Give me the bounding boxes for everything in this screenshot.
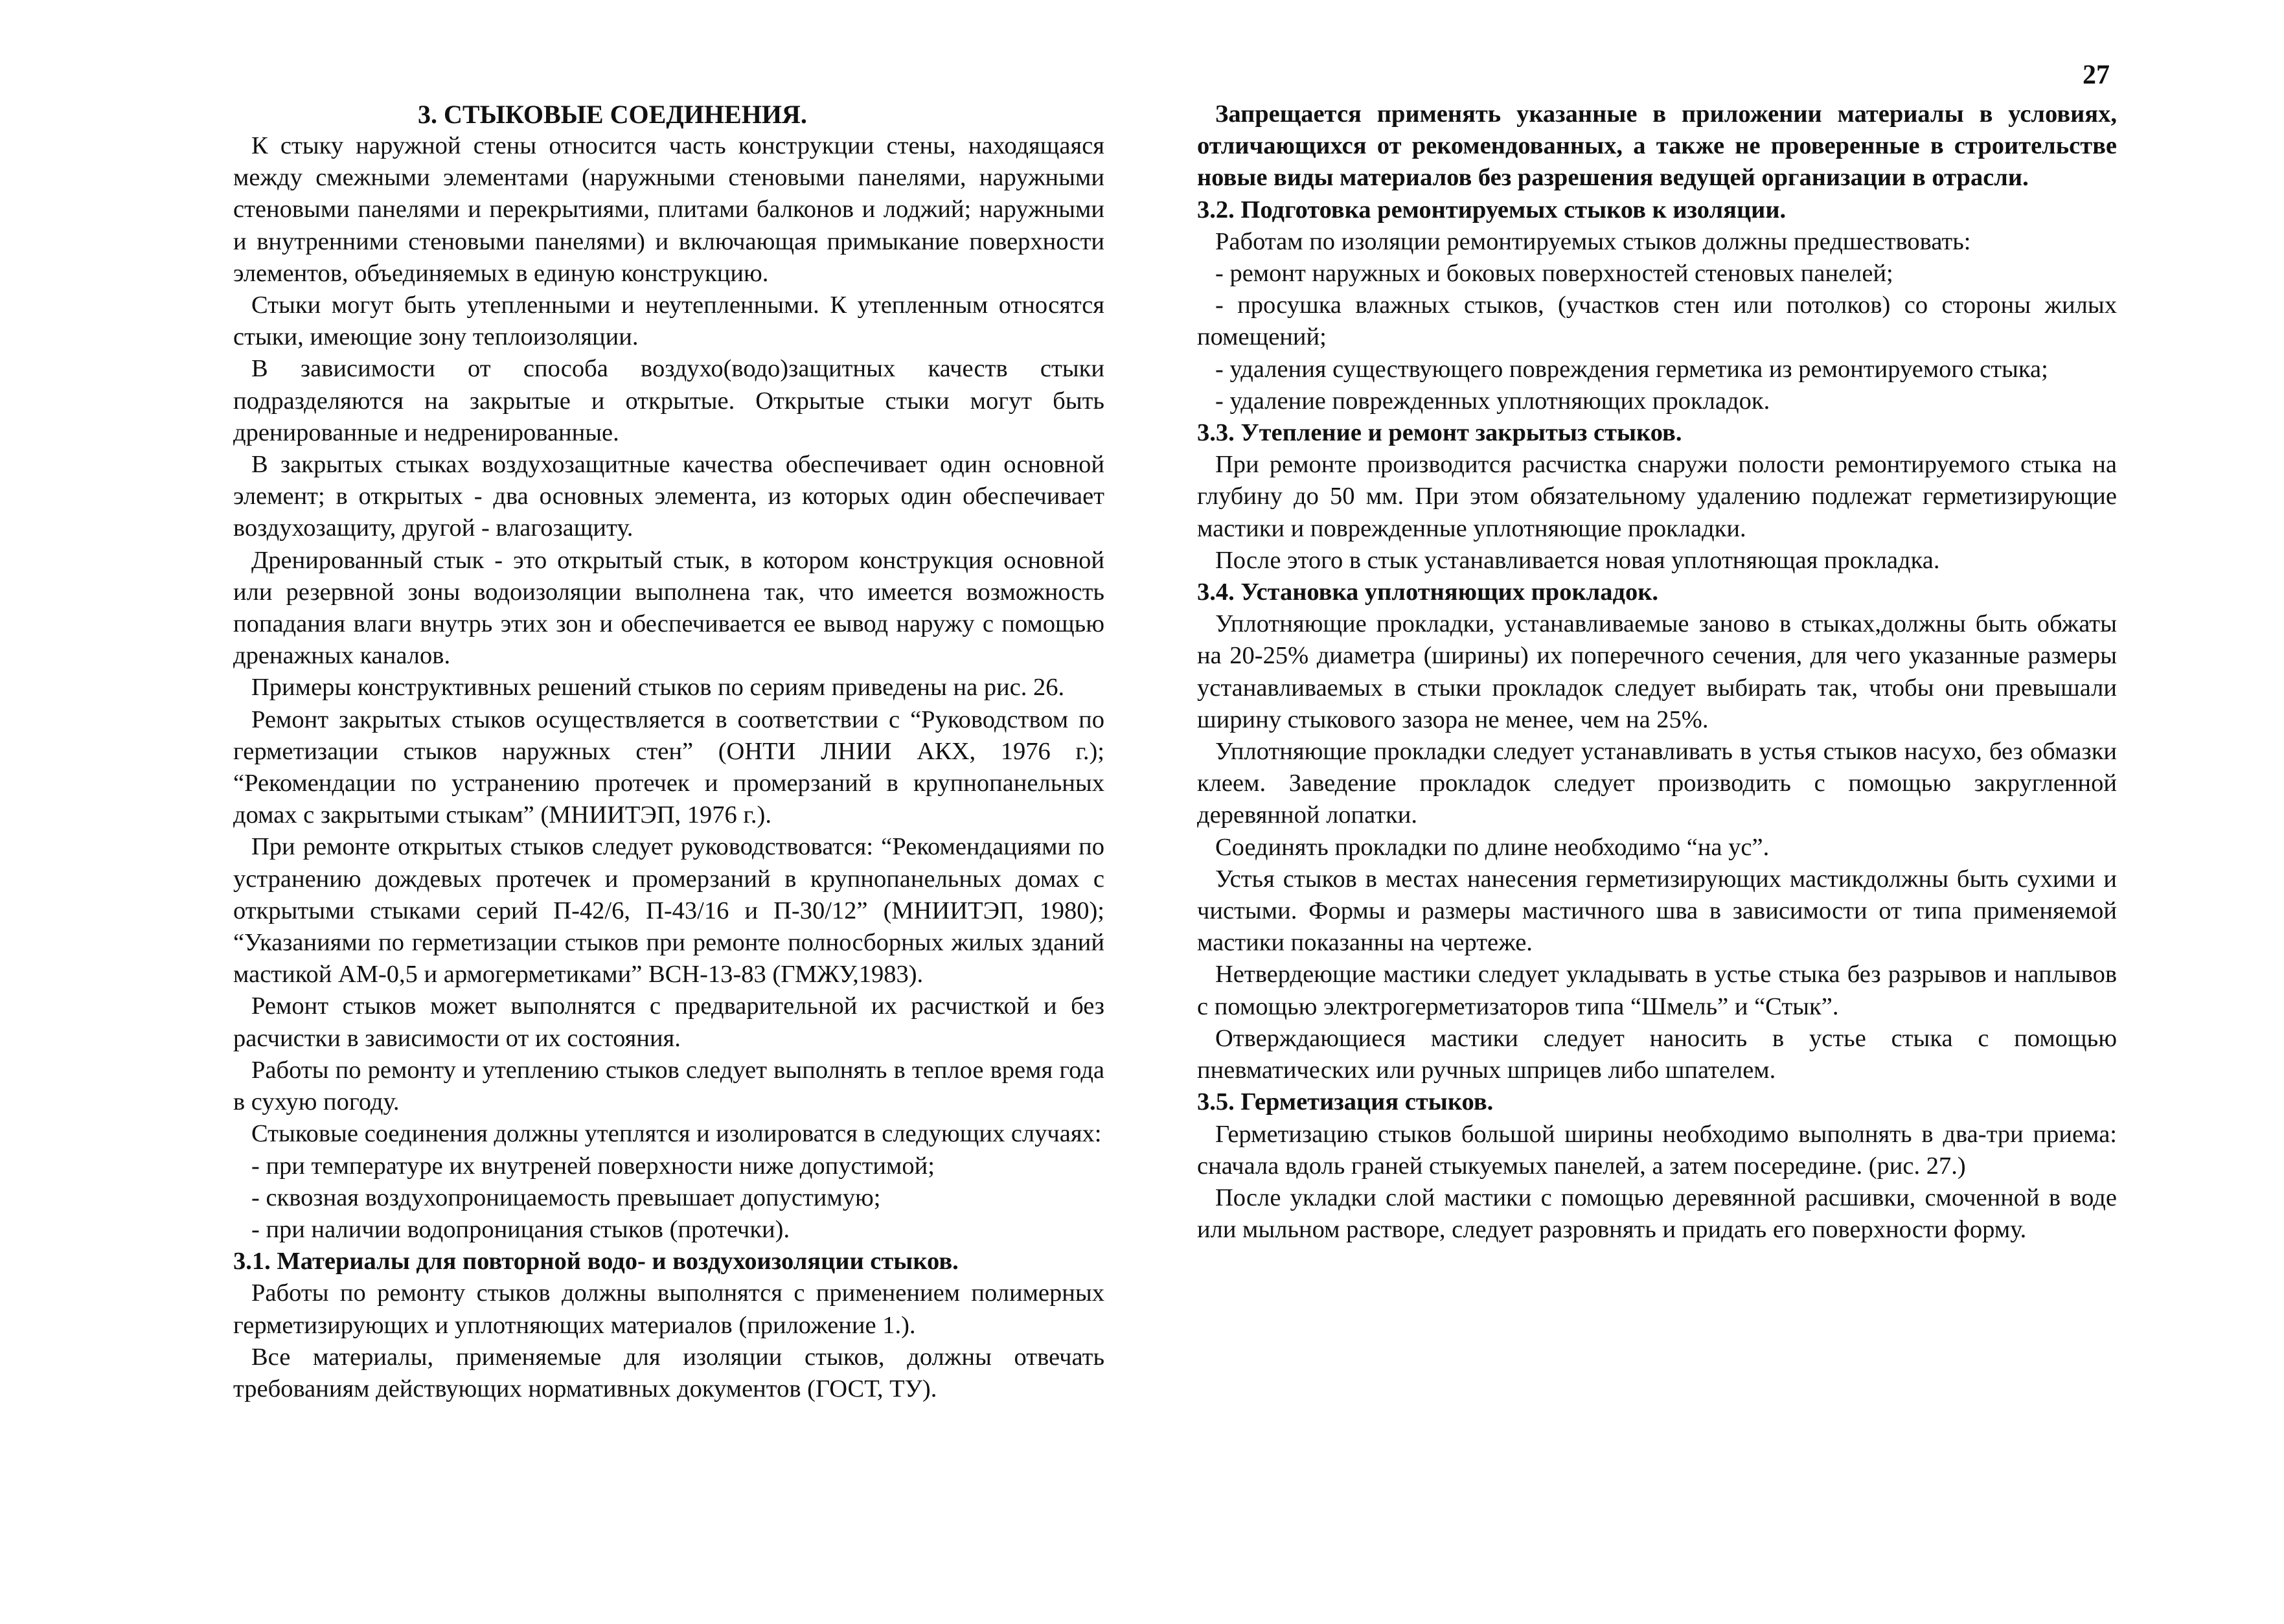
- subheading-3-4: 3.4. Установка уплотняющих прокладок.: [1197, 578, 1659, 606]
- list-item: - при наличии водопроницания стыков (протечки).: [251, 1215, 790, 1243]
- paragraph-closed-repair: Ремонт закрытых стыков осуществляется в соответствии с “Руководством по герметизации стыков наружных стен” (ОНТИ ЛНИИ АКХ, 1976 г.); “Рекомендации по устранению протечек и промерзаний в крупнопанельных домах с закрытыми стыкам” (МНИИТЭП, 1976 г.).: [233, 705, 1104, 829]
- subheading-3-2: 3.2. Подготовка ремонтируемых стыков к изоляции.: [1197, 196, 1787, 223]
- paragraph-insulated-joints: Стыки могут быть утепленными и неутепленными. К утепленным относятся стыки, имеющие зону теплоизоляции.: [233, 292, 1104, 351]
- paragraph-season: Работы по ремонту и утеплению стыков следует выполнять в теплое время года в сухую погоду.: [233, 1056, 1104, 1116]
- paragraph-cleaning: Ремонт стыков может выполнятся с предварительной их расчисткой и без расчистки в зависимости от их состояния.: [233, 992, 1104, 1052]
- paragraph-sealing-wide: Герметизацию стыков большой ширины необходимо выполнять в два-три приема: сначала вдоль граней стыкуемых панелей, а затем посередине. (рис. 27.): [1197, 1120, 2117, 1180]
- paragraph-joint-types: В зависимости от способа воздухо(водо)защитных качеств стыки подразделяются на закрытые и открытые. Открытые стыки могут быть дренированные и недренированные.: [233, 355, 1104, 446]
- paragraph-joint-definition: К стыку наружной стены относится часть конструкции стены, находящаяся между смежными элементами (наружными стеновыми панелями, наружными стеновыми панелями и перекрытиями, плитами балконов и лоджий; наружными и внутренними стеновыми панелями) и включающая примыкание поверхности элементов, объединяемых в единую конструкцию.: [233, 132, 1104, 287]
- paragraph-new-gasket: После этого в стык устанавливается новая уплотняющая прокладка.: [1215, 546, 1940, 574]
- paragraph-smoothing: После укладки слой мастики с помощью деревянной расшивки, смоченной в воде или мыльном растворе, следует разровнять и придать его поверхности форму.: [1197, 1184, 2117, 1244]
- paragraph-curing-mastic: Отверждающиеся мастики следует наносить в устье стыка с помощью пневматических или ручных шприцев либо шпателем.: [1197, 1024, 2117, 1084]
- paragraph-prohibition: Запрещается применять указанные в приложении материалы в условиях, отличающихся от рекомендованных, а также не проверенные в строительстве новые виды материалов без разрешения ведущей организации в отрасли.: [1197, 100, 2117, 192]
- paragraph-gasket-compression: Уплотняющие прокладки, устанавливаемые заново в стыках,должны быть обжаты на 20-25% диаметра (ширины) их поперечного сечения, для чего указанные размеры устанавливаемых в стыки прокладок следует выбирать так, чтобы они превышали ширину стыкового зазора не менее, чем на 25%.: [1197, 610, 2117, 733]
- paragraph-polymer-materials: Работы по ремонту стыков должны выполнятся с применением полимерных герметизирующих и уплотняющих материалов (приложение 1.).: [233, 1279, 1104, 1339]
- paragraph-material-standards: Все материалы, применяемые для изоляции стыков, должны отвечать требованиям действующих нормативных документов (ГОСТ, ТУ).: [233, 1343, 1104, 1402]
- list-item: - удаления существующего повреждения герметика из ремонтируемого стыка;: [1215, 355, 2048, 383]
- list-item: - удаление поврежденных уплотняющих прокладок.: [1215, 387, 1770, 415]
- paragraph-joint-mouths: Устья стыков в местах нанесения герметизирующих мастикдолжны быть сухими и чистыми. Формы и размеры мастичного шва в зависимости от типа применяемой мастики показанны на чертеже.: [1197, 865, 2117, 957]
- paragraph-drained-joint: Дренированный стык - это открытый стык, в котором конструкция основной или резервной зоны водоизоляции выполнена так, что имеется возможность попадания влаги внутрь этих зон и обеспечивается ее вывод наружу с помощью дренажных каналов.: [233, 546, 1104, 670]
- paragraph-preceding-works: Работам по изоляции ремонтируемых стыков должны предшествовать:: [1215, 227, 1971, 255]
- subheading-3-5: 3.5. Герметизация стыков.: [1197, 1088, 1494, 1116]
- paragraph-closed-joints: В закрытых стыках воздухозащитные качества обеспечивает один основной элемент; в открытых - два основных элемента, из которых один обеспечивает воздухозащиту, другой - влагозащиту.: [233, 451, 1104, 542]
- paragraph-gasket-install: Уплотняющие прокладки следует устанавливать в устья стыков насухо, без обмазки клеем. Заведение прокладок следует производить с помощью закругленной деревянной лопатки.: [1197, 738, 2117, 829]
- list-item: - при температуре их внутреней поверхности ниже допустимой;: [251, 1152, 935, 1180]
- paragraph-examples: Примеры конструктивных решений стыков по сериям приведены на рис. 26.: [251, 674, 1065, 702]
- paragraph-cleaning-cavity: При ремонте производится расчистка снаружи полости ремонтируемого стыка на глубину до 50 мм. При этом обязательному удалению подлежат герметизирующие мастики и поврежденные уплотняющие прокладки.: [1197, 451, 2117, 542]
- left-column: [233, 98, 1104, 1405]
- right-column: [1197, 98, 2117, 1246]
- list-item: - ремонт наружных и боковых поверхностей стеновых панелей;: [1215, 260, 1893, 288]
- subheading-3-1: 3.1. Материалы для повторной водо- и воздухоизоляции стыков.: [233, 1248, 959, 1275]
- section-title: 3. СТЫКОВЫЕ СОЕДИНЕНИЯ.: [418, 100, 807, 129]
- paragraph-open-repair: При ремонте открытых стыков следует руководствоватся: “Рекомендациями по устранению дождевых протечек и промерзаний в крупнопанельных домах с открытыми стыками серий П-42/6, П-43/16 и П-30/12” (МНИИТЭП, 1980); “Указаниями по герметизации стыков при ремонте полносборных жилых зданий мастикой АМ-0,5 и армогерметиками” ВСН-13-83 (ГМЖУ,1983).: [233, 833, 1104, 989]
- paragraph-non-curing-mastic: Нетвердеющие мастики следует укладывать в устье стыка без разрывов и наплывов с помощью электрогерметизаторов типа “Шмель” и “Стык”.: [1197, 961, 2117, 1020]
- list-item: - сквозная воздухопроницаемость превышает допустимую;: [251, 1184, 881, 1211]
- paragraph-gasket-joining: Соединять прокладки по длине необходимо “на ус”.: [1215, 833, 1770, 861]
- subheading-3-3: 3.3. Утепление и ремонт закрытыз стыков.: [1197, 419, 1682, 447]
- paragraph-cases: Стыковые соединения должны утеплятся и изолироватся в следующих случаях:: [251, 1120, 1102, 1148]
- page-number: 27: [2083, 60, 2110, 90]
- list-item: - просушка влажных стыков, (участков стен или потолков) со стороны жилых помещений;: [1197, 292, 2117, 351]
